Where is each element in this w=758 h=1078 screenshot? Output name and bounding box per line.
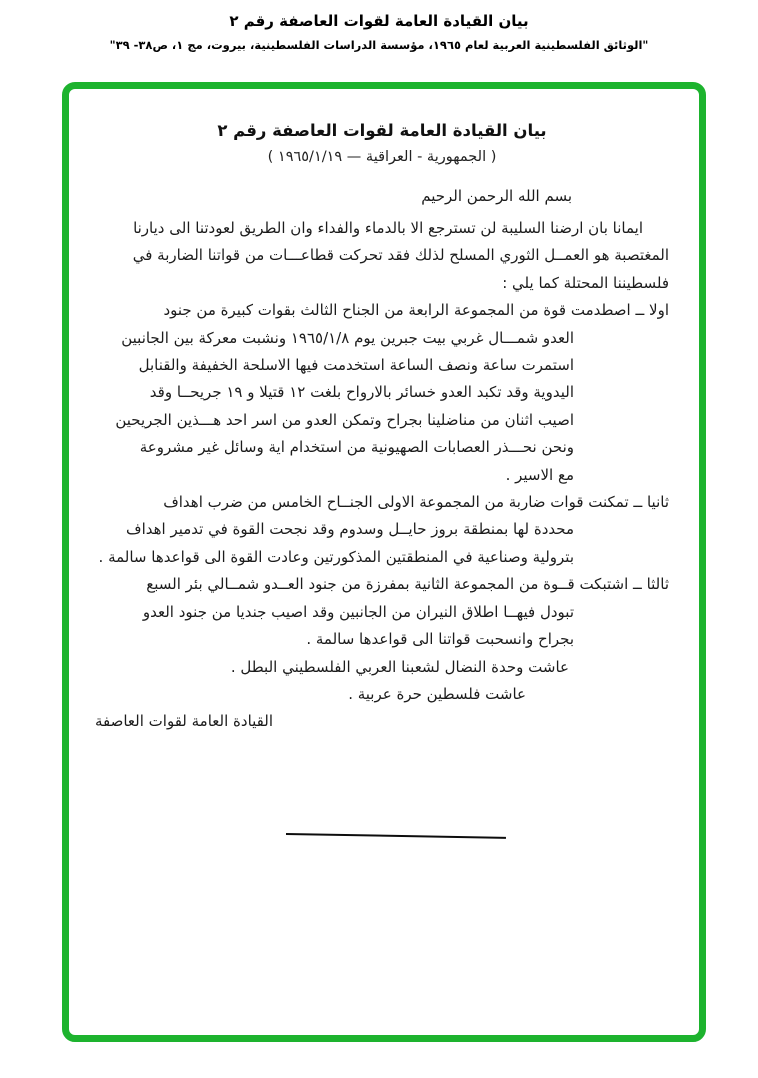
page-header-source: "الوثائق الفلسطينية العربية لعام ١٩٦٥، مؤسسة الدراسات الفلسطينية، بيروت، مج ١، ص٣٨- ٣٩"	[109, 38, 649, 52]
body-line: فلسطيننا المحتلة كما يلي :	[502, 273, 669, 292]
document-subtitle: ( الجمهورية - العراقية — ١٩٦٥/١/١٩ )	[267, 149, 497, 165]
item-continuation-line: محددة لها بمنطقة بروز حايــل وسدوم وقد نجحت القوة في تدمير اهداف	[126, 520, 574, 539]
body-line: المغتصبة هو العمــل الثوري المسلح لذلك فقد تحركت قطاعـــات من قواتنا الضاربة في	[132, 246, 669, 265]
page-header-title: بيان القيادة العامة لقوات العاصفة رقم ٢	[229, 12, 529, 30]
item-continuation-line: اصيب اثنان من مناضلينا بجراح وتمكن العدو من اسر احد هـــذين الجريحين	[115, 410, 574, 429]
body-text	[95, 215, 669, 708]
item-continuation-line: استمرت ساعة ونصف الساعة استخدمت فيها الاسلحة الخفيفة والقنابل	[138, 356, 574, 375]
document-title: بيان القيادة العامة لقوات العاصفة رقم ٢	[217, 121, 547, 140]
item-continuation-line: العدو شمـــال غربي بيت جبرين يوم ١٩٦٥/١/٨ ونشبت معركة بين الجانبين	[121, 328, 574, 347]
green-border-frame	[62, 82, 706, 1042]
item-continuation-line: بجراح وانسحبت قواتنا الى قواعدها سالمة .	[306, 630, 574, 649]
item-continuation-line: بترولية وصناعية في المنطقتين المذكورتين وعادت القوة الى قواعدها سالمة .	[98, 547, 574, 566]
page-header	[0, 10, 758, 54]
closing-slogan-line: عاشت فلسطين حرة عربية .	[348, 684, 526, 703]
item-continuation-line: اليدوية وقد تكبد العدو خسائر بالارواح بلغت ١٢ قتيلا و ١٩ جريحــا وقد	[149, 383, 574, 402]
signature-line-text: القيادة العامة لقوات العاصفة	[95, 712, 273, 731]
item-continuation-line: ونحن نحـــذر العصابات الصهيونية من استخدام اية وسائل غير مشروعة	[139, 438, 574, 457]
closing-slogan-line: عاشت وحدة النضال لشعبنا العربي الفلسطيني البطل .	[230, 657, 569, 676]
item-continuation-line: تبودل فيهــا اطلاق النيران من الجانبين وقد اصيب جنديا من جنود العدو	[142, 602, 574, 621]
body-line: ايمانا بان ارضنا السليبة لن تسترجع الا بالدماء والفداء وان الطريق لعودتنا الى ديارنا	[133, 219, 643, 237]
item-continuation-line: مع الاسير .	[505, 465, 574, 484]
item-first-line: اولا ــ اصطدمت قوة من المجموعة الرابعة من الجناح الثالث بقوات كبيرة من جنود	[163, 301, 669, 320]
document-body	[69, 89, 699, 736]
item-first-line: ثانيا ــ تمكنت قوات ضاربة من المجموعة الاولى الجنــاح الخامس من ضرب اهداف	[163, 493, 669, 512]
item-first-line: ثالثا ــ اشتبكت قــوة من المجموعة الثانية بمفرزة من جنود العــدو شمــالي بئر السبع	[146, 575, 669, 594]
basmala-line: بسم الله الرحمن الرحيم	[421, 187, 572, 205]
